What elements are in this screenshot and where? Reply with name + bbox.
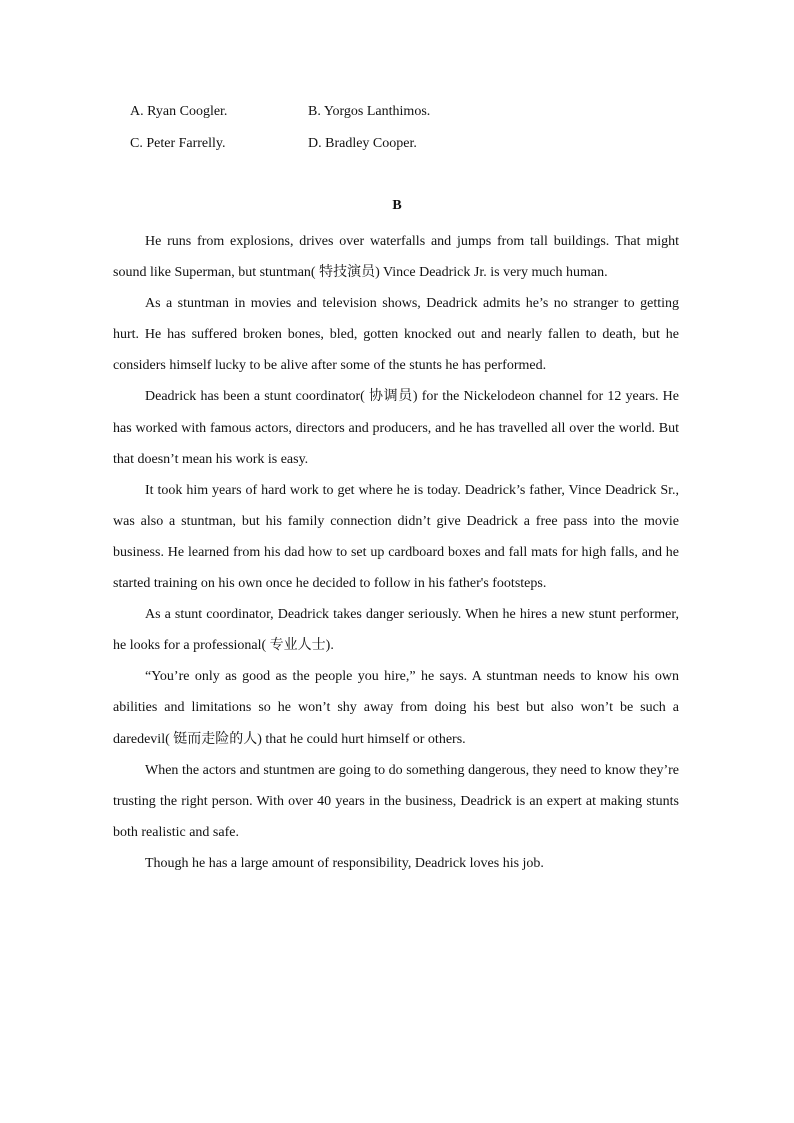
paragraph-6: “You’re only as good as the people you hire,” he says. A stuntman needs to know his own abilities and limitations so he won’t shy away from doing his best but also won’t be such a daredevil( 铤而走险的人) that he could hurt himself or others.: [113, 669, 679, 747]
paragraph-8: Though he has a large amount of responsibility, Deadrick loves his job.: [145, 855, 544, 871]
paragraph-3: Deadrick has been a stunt coordinator( 协调员) for the Nickelodeon channel for 12 years. He has worked with famous actors, directors and producers, and he has travelled all over the world. But that doesn’t mean his work is easy.: [113, 389, 679, 467]
paragraph-5: As a stunt coordinator, Deadrick takes danger seriously. When he hires a new stunt performer, he looks for a professional( 专业人士).: [113, 607, 679, 654]
reading-passage: [113, 226, 679, 879]
options-row-2: [130, 133, 650, 165]
option-c: C. Peter Farrelly.: [130, 136, 226, 151]
paragraph-1: He runs from explosions, drives over waterfalls and jumps from tall buildings. That might sound like Superman, but stuntman( 特技演员) Vince Deadrick Jr. is very much human.: [113, 234, 679, 281]
answer-options: [130, 101, 650, 165]
paragraph-2: As a stuntman in movies and television shows, Deadrick admits he’s no stranger to getting hurt. He has suffered broken bones, bled, gotten knocked out and nearly fallen to death, but he considers himself lucky to be alive after some of the stunts he has performed.: [113, 296, 679, 374]
section-heading: B: [392, 198, 402, 213]
paragraph-4: It took him years of hard work to get where he is today. Deadrick’s father, Vince Deadrick Sr., was also a stuntman, but his family connection didn’t give Deadrick a free pass into the movie business. He learned from his dad how to set up cardboard boxes and fall mats for high falls, and he started training on his own once he decided to follow in his father's footsteps.: [113, 482, 679, 592]
option-a: A. Ryan Coogler.: [130, 104, 228, 119]
options-row-1: [130, 101, 650, 133]
paragraph-7: When the actors and stuntmen are going to do something dangerous, they need to know they’re trusting the right person. With over 40 years in the business, Deadrick is an expert at making stunts both realistic and safe.: [113, 762, 679, 840]
option-b: B. Yorgos Lanthimos.: [308, 104, 431, 119]
option-d: D. Bradley Cooper.: [308, 136, 417, 151]
